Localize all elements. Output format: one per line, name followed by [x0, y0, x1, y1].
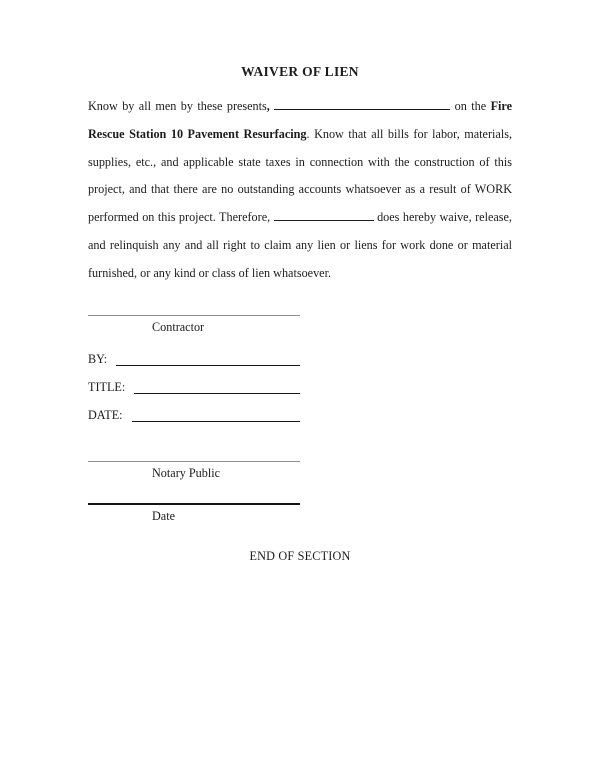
- date-fill-line: [132, 421, 300, 422]
- contractor-signature-line: [88, 315, 300, 316]
- paragraph-text-bold: Fire Rescue Station 10 Pavement Resurfacing: [88, 99, 513, 141]
- fill-in-blank: [274, 108, 450, 110]
- date-signature-block: [88, 503, 300, 523]
- paragraph-text: on the: [450, 99, 491, 113]
- contractor-label: Contractor: [152, 319, 205, 334]
- signature-section: [88, 315, 300, 523]
- date-sign-label: Date: [152, 508, 176, 523]
- date-field-row: [88, 395, 300, 423]
- title-field-row: [88, 367, 300, 395]
- end-of-section-label: END OF SECTION: [249, 548, 351, 563]
- notary-signature-line: [88, 461, 300, 462]
- title-fill-line: [134, 393, 300, 394]
- paragraph-text: Know by all men by these presents: [88, 99, 267, 113]
- by-label: BY:: [88, 351, 111, 366]
- paragraph-text-bold: ,: [266, 99, 270, 113]
- date-signature-line: [88, 503, 300, 505]
- waiver-paragraph: [88, 93, 512, 288]
- fill-in-blank: [274, 219, 374, 221]
- by-field-row: [88, 339, 300, 367]
- by-fill-line: [116, 365, 300, 366]
- paragraph-text: [270, 99, 274, 113]
- document-title: WAIVER OF LIEN: [241, 64, 359, 79]
- date-label: DATE:: [88, 407, 126, 422]
- notary-public-label: Notary Public: [152, 465, 221, 480]
- paragraph-text: does hereby waive, release, and relinquish any and all right to claim any lien or liens for work done or material furnished, or any kind or class of lien whatsoever.: [88, 210, 512, 280]
- title-label: TITLE:: [88, 379, 129, 394]
- notary-signature-block: [88, 461, 300, 480]
- contractor-signature-block: [88, 315, 300, 334]
- paragraph-text: . Know that all bills for labor, materials, supplies, etc., and applicable state taxes in connection with the construction of this project, and that there are no outstanding accounts whatsoever as a result of WORK performed on this project. Therefore,: [88, 126, 512, 225]
